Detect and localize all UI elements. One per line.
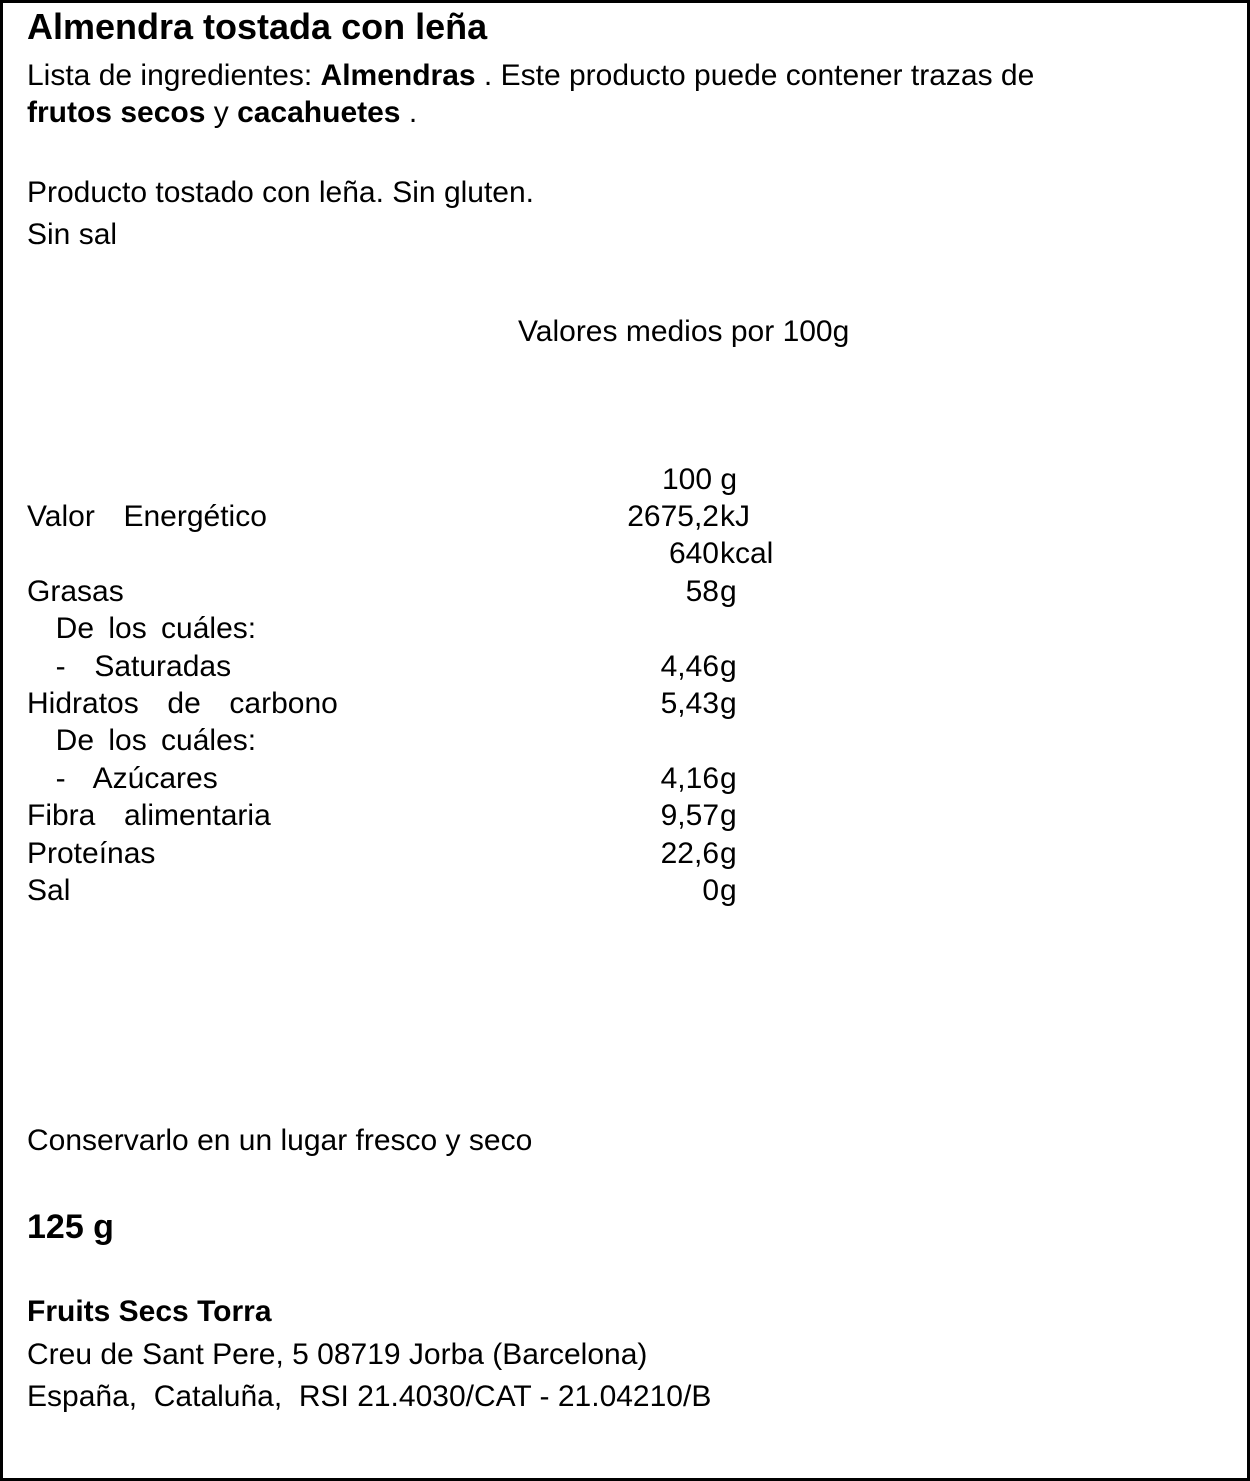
company-registry: España, Cataluña, RSI 21.4030/CAT - 21.04210/B (27, 1380, 712, 1413)
main-ingredient: Almendras (320, 59, 476, 92)
nutrition-unit: kcal (720, 537, 774, 570)
nutrition-value: 2675,2 (627, 500, 719, 533)
nutrition-value: 640 (668, 537, 719, 570)
allergen-peanuts: cacahuetes (237, 96, 401, 129)
company-address: Creu de Sant Pere, 5 08719 Jorba (Barcelona) (27, 1338, 648, 1371)
ingredients-prefix: Lista de ingredientes: (27, 59, 321, 92)
nutrition-value: 4,16 (660, 762, 719, 795)
nutrition-unit: g (720, 874, 737, 907)
nutrition-column-header: 100 g (662, 463, 738, 496)
nutrition-unit: g (720, 687, 737, 720)
nutrition-heading: Valores medios por 100g (518, 315, 850, 348)
nutrition-label: Proteínas (27, 837, 156, 870)
nutrition-label: - Saturadas (27, 650, 232, 683)
nutrition-value: 9,57 (660, 799, 719, 832)
claim-line-2: Sin sal (27, 218, 118, 251)
nutrition-label: Sal (27, 874, 71, 907)
claim-line-1: Producto tostado con leña. Sin gluten. (27, 176, 535, 209)
storage-instructions: Conservarlo en un lugar fresco y seco (27, 1124, 533, 1157)
nutrition-label: Hidratos de carbono (27, 687, 338, 720)
nutrition-label: De los cuáles: (27, 612, 257, 645)
nutrition-unit: g (720, 762, 737, 795)
net-weight: 125 g (27, 1208, 114, 1246)
allergen-nuts: frutos secos (27, 96, 206, 129)
product-title: Almendra tostada con leña (27, 6, 488, 47)
nutrition-value: 58 (685, 575, 719, 608)
nutrition-label: Fibra alimentaria (27, 799, 271, 832)
nutrition-label: - Azúcares (27, 762, 218, 795)
ingredients-line-2 (27, 95, 417, 131)
nutrition-label: Grasas (27, 575, 124, 608)
allergen-conjunction: y (205, 96, 238, 129)
nutrition-unit: g (720, 837, 737, 870)
ingredients-line-1 (27, 58, 1034, 94)
company-name: Fruits Secs Torra (27, 1295, 272, 1328)
nutrition-unit: g (720, 799, 737, 832)
nutrition-label: De los cuáles: (27, 724, 257, 757)
ingredients-end: . (400, 96, 418, 129)
nutrition-value: 5,43 (660, 687, 719, 720)
nutrition-unit: kJ (720, 500, 750, 533)
nutrition-value: 0 (702, 874, 719, 907)
nutrition-value: 4,46 (660, 650, 719, 683)
nutrition-label: Valor Energético (27, 500, 267, 533)
nutrition-unit: g (720, 575, 737, 608)
nutrition-unit: g (720, 650, 737, 683)
nutrition-value: 22,6 (660, 837, 719, 870)
ingredients-trace-text: . Este producto puede contener trazas de (475, 59, 1035, 92)
